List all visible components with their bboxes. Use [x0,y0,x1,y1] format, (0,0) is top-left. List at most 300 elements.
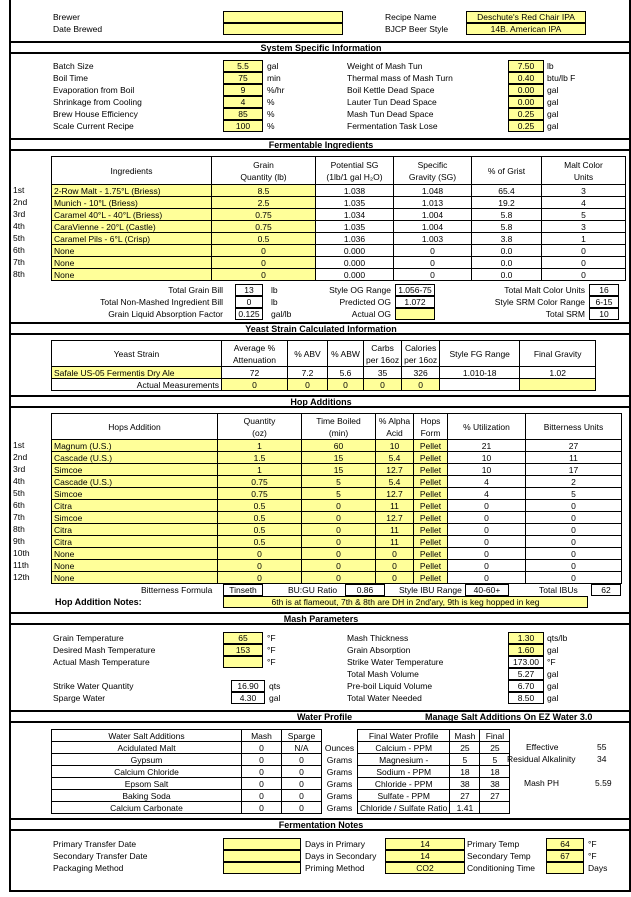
water-unit-cell: Grams [322,754,358,766]
system-value-field[interactable]: 4 [223,96,263,108]
fermentable-row [52,221,626,233]
system-value-field[interactable]: 9 [223,84,263,96]
water-salt-cell: Baking Soda [52,790,242,802]
hop-row [52,452,622,464]
system-value-field[interactable]: 85 [223,108,263,120]
fermentable-value-cell[interactable]: 8.5 [212,185,316,197]
ingredient-cell[interactable]: Munich - 10°L (Briess) [52,197,212,209]
fermentable-value-cell: 19.2 [472,197,542,209]
totals-label: Total Grain Bill [168,285,223,295]
col-fg-range: Style FG Range [440,341,520,367]
hop-row [52,548,622,560]
hop-value-cell[interactable]: 0 [376,572,414,584]
hop-row [52,440,622,452]
water-row [52,742,510,754]
conditioning-unit: Days [588,863,608,873]
mash-value: 8.50 [508,692,544,704]
hop-value-cell[interactable]: 11 [376,524,414,536]
hop-value-cell[interactable]: 60 [302,440,376,452]
conditioning-label: Conditioning Time [467,863,536,873]
hop-value-cell: 0 [448,512,526,524]
system-label: Scale Current Recipe [53,121,134,131]
system-label: Boil Time [53,73,88,83]
fermentable-value-cell: 0 [394,269,472,281]
fermentable-value-cell: 0.000 [316,257,394,269]
ordinal-label: 2nd [13,197,28,207]
hop-name-cell[interactable]: None [52,560,218,572]
hop-value-cell[interactable]: 0.5 [218,524,302,536]
system-label: Lauter Tun Dead Space [347,97,437,107]
hop-value-cell[interactable]: 0 [376,560,414,572]
hop-value-cell[interactable]: 0 [302,572,376,584]
system-label: Weight of Mash Tun [347,61,423,71]
hop-value-cell[interactable]: Pellet [414,452,448,464]
secondary-temp-unit: °F [588,851,597,861]
fermentable-value-cell: 0 [542,245,626,257]
hop-name-cell[interactable]: Citra [52,500,218,512]
mash-label: Strike Water Temperature [347,657,444,667]
hop-value-cell[interactable]: Pellet [414,464,448,476]
hop-value-cell[interactable]: 5.4 [376,452,414,464]
hop-name-cell[interactable]: Citra [52,524,218,536]
hop-value-cell[interactable]: Pellet [414,536,448,548]
system-unit: min [267,73,281,83]
hop-value-cell[interactable]: 0 [218,548,302,560]
priming-field[interactable]: CO2 [385,862,465,874]
fermentable-value-cell[interactable]: 0.75 [212,221,316,233]
col-final-profile: Final Water Profile [358,730,450,742]
total-ibu-label: Total IBUs [539,585,578,595]
hop-value-cell[interactable]: 1.5 [218,452,302,464]
col-form: Hops Form [414,414,448,440]
srm-label: Total Malt Color Units [504,285,585,295]
hop-value-cell[interactable]: 5 [302,476,376,488]
col-potential: Potential SG (1lb/1 gal H₂O) [316,157,394,185]
mash-value[interactable]: 1.30 [508,632,544,644]
system-unit: % [267,109,275,119]
hop-value-cell[interactable]: 1 [218,440,302,452]
bjcp-style-field[interactable]: 14B. American IPA [466,23,586,35]
system-value-field[interactable]: 100 [223,120,263,132]
hop-value-cell: 0 [448,548,526,560]
fermentable-value-cell: 0 [394,257,472,269]
col-mash-ppm: Mash [450,730,480,742]
system-header: System Specific Information [11,41,631,54]
conditioning-field[interactable] [546,862,584,874]
hop-name-cell[interactable]: None [52,572,218,584]
hop-value-cell: 11 [526,452,622,464]
water-value-cell: 25 [480,742,510,754]
water-value-cell[interactable]: 0 [242,742,282,754]
hop-value-cell[interactable]: Pellet [414,476,448,488]
hop-name-cell[interactable]: Simcoe [52,488,218,500]
fermentable-value-cell: 1.036 [316,233,394,245]
final-gravity-cell: 1.02 [520,367,596,379]
og-label: Style OG Range [329,285,391,295]
system-unit: gal [547,109,559,119]
mash-unit: °F [267,657,276,667]
total-ibu-cell: 62 [591,584,621,596]
fermentable-value-cell: 0.0 [472,245,542,257]
system-unit: lb [547,61,554,71]
water-value-cell[interactable]: 0 [282,802,322,814]
days-primary-label: Days in Primary [305,839,365,849]
col-yeast-strain: Yeast Strain [52,341,222,367]
packaging-field[interactable] [223,862,301,874]
hop-row [52,524,622,536]
totals-unit: gal/lb [271,309,292,319]
fermentable-value-cell: 5.8 [472,221,542,233]
water-unit-cell: Grams [322,766,358,778]
col-salt: Water Salt Additions [52,730,242,742]
brewer-field[interactable] [223,11,343,23]
hop-value-cell[interactable]: Pellet [414,500,448,512]
yeast-table [51,340,596,391]
mash-value-field[interactable]: 65 [223,632,263,644]
fermentable-value-cell: 0.0 [472,269,542,281]
mash-value: 6.70 [508,680,544,692]
ordinal-label: 5th [13,233,25,243]
ordinal-label: 7th [13,257,25,267]
totals-unit: lb [271,297,278,307]
ordinal-label: 2nd [13,452,28,462]
ingredient-cell[interactable]: None [52,257,212,269]
water-value-cell[interactable]: 0 [282,790,322,802]
hop-value-cell[interactable]: 0.75 [218,476,302,488]
hop-row [52,476,622,488]
hop-value-cell[interactable]: Pellet [414,440,448,452]
mash-value[interactable]: 1.60 [508,644,544,656]
ordinal-label: 6th [13,500,25,510]
ordinal-label: 4th [13,221,25,231]
water-value-cell: Chloride - PPM [358,778,450,790]
water-unit-cell: Ounces [322,742,358,754]
hop-value-cell[interactable]: 1 [218,464,302,476]
ibu-range-label: Style IBU Range [399,585,462,595]
hop-name-cell[interactable]: Magnum (U.S.) [52,440,218,452]
mash-unit: °F [267,645,276,655]
fermentable-value-cell[interactable]: 0 [212,269,316,281]
hop-value-cell[interactable]: 0.5 [218,536,302,548]
ordinal-label: 12th [13,572,30,582]
fermentable-row [52,233,626,245]
formula-cell[interactable]: Tinseth [223,584,263,596]
water-value-cell[interactable]: 0 [242,802,282,814]
hop-name-cell[interactable]: Cascade (U.S.) [52,452,218,464]
totals-label: Grain Liquid Absorption Factor [108,309,223,319]
date-label: Date Brewed [53,24,103,34]
hops-header: Hop Additions [11,395,631,408]
actual-abv-cell[interactable]: 0 [288,379,328,391]
ordinal-label: 4th [13,476,25,486]
hop-value-cell[interactable]: 0 [302,524,376,536]
hop-value-cell[interactable]: 12.7 [376,464,414,476]
hop-row [52,464,622,476]
fermentable-value-cell: 0 [542,257,626,269]
water-value-cell[interactable]: N/A [282,742,322,754]
water-unit-cell: Grams [322,790,358,802]
system-value-field[interactable]: 75 [223,72,263,84]
hop-row [52,488,622,500]
recipe-name-field[interactable]: Deschute's Red Chair IPA [466,11,586,23]
ingredient-cell[interactable]: None [52,269,212,281]
hop-value-cell[interactable]: 5 [302,488,376,500]
actual-carbs-cell[interactable]: 0 [364,379,402,391]
water-value-cell: 27 [450,790,480,802]
hop-value-cell[interactable]: 0 [302,512,376,524]
water-value-cell[interactable]: 0 [242,766,282,778]
hop-value-cell[interactable]: 0 [218,572,302,584]
secondary-transfer-field[interactable] [223,850,301,862]
fermentable-value-cell: 1.048 [394,185,472,197]
fermentable-value-cell: 0.000 [316,269,394,281]
water-salt-cell: Epsom Salt [52,778,242,790]
hop-value-cell[interactable]: 10 [376,440,414,452]
mash-value: 5.27 [508,668,544,680]
hop-value-cell: 5 [526,488,622,500]
srm-value: 16 [589,284,619,296]
hop-value-cell: 17 [526,464,622,476]
hop-value-cell[interactable]: Pellet [414,512,448,524]
hop-value-cell[interactable]: Pellet [414,548,448,560]
mash-value: 173.00 [508,656,544,668]
hop-value-cell[interactable]: 0 [302,560,376,572]
ingredient-cell[interactable]: Caramel Pils - 6°L (Crisp) [52,233,212,245]
mash-value-field[interactable]: 153 [223,644,263,656]
srm-label: Style SRM Color Range [494,297,585,307]
mash-label: Total Water Needed [347,693,422,703]
water-value-cell[interactable]: 0 [242,790,282,802]
hop-value-cell[interactable]: 12.7 [376,512,414,524]
days-secondary-field[interactable]: 14 [385,850,465,862]
system-label: Batch Size [53,61,94,71]
system-value-field[interactable]: 0.40 [508,72,544,84]
col-sparge: Sparge [282,730,322,742]
og-value: 1.072 [395,296,435,308]
secondary-temp-field[interactable]: 67 [546,850,584,862]
hop-value-cell[interactable]: 11 [376,536,414,548]
primary-transfer-field[interactable] [223,838,301,850]
ez-water-title: Manage Salt Additions On EZ Water 3.0 [425,712,593,722]
mash-label: Pre-boil Liquid Volume [347,681,433,691]
yeast-strain-cell[interactable]: Safale US-05 Fermentis Dry Ale [52,367,222,379]
water-value-cell[interactable]: 0 [282,766,322,778]
system-value-field[interactable]: 0.25 [508,120,544,132]
system-unit: gal [267,61,279,71]
system-value-field[interactable]: 0.25 [508,108,544,120]
col-final-gravity: Final Gravity [520,341,596,367]
water-value-cell: 38 [450,778,480,790]
actual-cal-cell[interactable]: 0 [402,379,440,391]
ingredient-cell[interactable]: CaraVienne - 20°L (Castle) [52,221,212,233]
hop-row [52,572,622,584]
mash-label: Total Mash Volume [347,669,419,679]
system-value-field[interactable]: 0.00 [508,96,544,108]
hop-value-cell[interactable]: 15 [302,452,376,464]
mash-label: Grain Absorption [347,645,411,655]
system-label: Shrinkage from Cooling [53,97,142,107]
ingredient-cell[interactable]: 2-Row Malt - 1.75°L (Briess) [52,185,212,197]
col-grain: Grain Quantity (lb) [212,157,316,185]
system-value-field[interactable]: 5.5 [223,60,263,72]
fg-range-cell: 1.010-18 [440,367,520,379]
fermentable-value-cell: 1.038 [316,185,394,197]
hop-value-cell: 0 [526,500,622,512]
col-alpha: % Alpha Acid [376,414,414,440]
days-primary-field[interactable]: 14 [385,838,465,850]
water-value-cell: 18 [450,766,480,778]
hop-notes-field[interactable]: 6th is at flameout, 7th & 8th are DH in 2nd'ary, 9th is keg hopped in keg [223,596,588,608]
water-value-cell: 18 [480,766,510,778]
ingredient-cell[interactable]: None [52,245,212,257]
mash-value-field[interactable] [223,656,263,668]
bjcp-label: BJCP Beer Style [385,24,449,34]
col-grist: % of Grist [472,157,542,185]
hop-value-cell[interactable]: 11 [376,500,414,512]
hop-value-cell[interactable]: Pellet [414,488,448,500]
srm-value: 10 [589,308,619,320]
fermentable-value-cell: 0.000 [316,245,394,257]
water-value-cell: Sulfate - PPM [358,790,450,802]
hop-value-cell: 0 [526,548,622,560]
hop-value-cell[interactable]: 5.4 [376,476,414,488]
mash-unit: gal [547,669,559,679]
date-field[interactable] [223,23,343,35]
mash-ph-label: Mash PH [524,778,559,788]
hops-table [51,413,622,584]
hop-row [52,500,622,512]
primary-temp-field[interactable]: 64 [546,838,584,850]
system-unit: gal [547,85,559,95]
totals-value: 13 [235,284,263,296]
hop-value-cell: 0 [448,500,526,512]
hop-value-cell: 0 [526,524,622,536]
hop-value-cell[interactable]: 0 [302,548,376,560]
hop-value-cell[interactable]: Pellet [414,560,448,572]
fermentable-value-cell: 1.013 [394,197,472,209]
hop-name-cell[interactable]: Cascade (U.S.) [52,476,218,488]
hop-value-cell: 4 [448,476,526,488]
mash-unit: °F [547,657,556,667]
water-table [51,729,510,814]
primary-temp-label: Primary Temp [467,839,520,849]
water-value-cell[interactable]: 0 [282,778,322,790]
col-quantity: Quantity (oz) [218,414,302,440]
hop-value-cell[interactable]: 0 [376,548,414,560]
brewer-label: Brewer [53,12,80,22]
hop-value-cell[interactable]: 0 [218,560,302,572]
hop-value-cell: 0 [448,524,526,536]
ordinal-label: 10th [13,548,30,558]
water-value-cell[interactable]: 0 [242,778,282,790]
water-value-cell: 25 [450,742,480,754]
hop-name-cell[interactable]: Simcoe [52,512,218,524]
hop-value-cell[interactable]: 0 [302,536,376,548]
mash-unit: °F [267,633,276,643]
ordinal-label: 3rd [13,209,26,219]
mash-label: Sparge Water [53,693,106,703]
system-value-field[interactable]: 7.50 [508,60,544,72]
water-unit-cell: Grams [322,778,358,790]
hop-value-cell: 0 [526,560,622,572]
hop-name-cell[interactable]: Simcoe [52,464,218,476]
water-header [11,710,631,723]
water-row [52,802,510,814]
srm-label: Total SRM [545,309,585,319]
fermentable-value-cell[interactable]: 2.5 [212,197,316,209]
hop-name-cell[interactable]: Citra [52,536,218,548]
water-value-cell[interactable]: 0 [242,754,282,766]
actual-final-cell[interactable] [520,379,596,391]
col-calories: Calories per 16oz [402,341,440,367]
col-abw: % ABW [328,341,364,367]
hop-name-cell[interactable]: None [52,548,218,560]
mash-label: Actual Mash Temperature [53,657,150,667]
hop-value-cell: 21 [448,440,526,452]
fermentable-value-cell[interactable]: 0.5 [212,233,316,245]
ingredient-cell[interactable]: Caramel 40°L - 40°L (Briess) [52,209,212,221]
system-label: Boil Kettle Dead Space [347,85,435,95]
hop-value-cell[interactable]: 0.75 [218,488,302,500]
totals-value: 0.125 [235,308,263,320]
hop-value-cell: 0 [526,572,622,584]
recipe-name-label: Recipe Name [385,12,437,22]
col-final-ppm: Final [480,730,510,742]
fermentable-row [52,257,626,269]
hop-value-cell: 0 [526,536,622,548]
hop-value-cell[interactable]: 0 [302,500,376,512]
fermentable-value-cell: 1.034 [316,209,394,221]
hop-value-cell[interactable]: 0.5 [218,512,302,524]
fermentable-value-cell[interactable]: 0 [212,257,316,269]
water-salt-cell: Calcium Chloride [52,766,242,778]
ibu-range-cell: 40-60+ [465,584,509,596]
system-value-field[interactable]: 0.00 [508,84,544,96]
fermentable-value-cell: 1.035 [316,197,394,209]
col-hops-addition: Hops Addition [52,414,218,440]
ordinal-label: 7th [13,512,25,522]
hop-value-cell[interactable]: 15 [302,464,376,476]
ordinal-label: 1st [13,440,25,450]
mash-unit: gal [269,693,281,703]
abv-cell: 7.2 [288,367,328,379]
system-unit: gal [547,97,559,107]
ordinal-label: 11th [13,560,29,570]
ordinal-label: 8th [13,269,25,279]
hop-value-cell[interactable]: Pellet [414,524,448,536]
og-label: Predicted OG [339,297,391,307]
hop-value-cell[interactable]: Pellet [414,572,448,584]
actual-fg-cell [440,379,520,391]
fermentable-value-cell[interactable]: 0 [212,245,316,257]
system-unit: % [267,97,275,107]
water-salt-cell: Gypsum [52,754,242,766]
water-value-cell: Sodium - PPM [358,766,450,778]
fermentable-value-cell: 3 [542,185,626,197]
og-value[interactable] [395,308,435,320]
system-unit: btu/lb F [547,73,576,83]
water-profile-cell: Chloride / Sulfate Ratio [358,802,450,814]
attenuation-cell: 72 [222,367,288,379]
fermentable-value-cell[interactable]: 0.75 [212,209,316,221]
actual-att-cell[interactable]: 0 [222,379,288,391]
actual-abw-cell[interactable]: 0 [328,379,364,391]
water-value-cell[interactable]: 0 [282,754,322,766]
col-utilization: % Utilization [448,414,526,440]
hop-value-cell[interactable]: 0.5 [218,500,302,512]
fermentable-row [52,209,626,221]
hop-value-cell[interactable]: 12.7 [376,488,414,500]
